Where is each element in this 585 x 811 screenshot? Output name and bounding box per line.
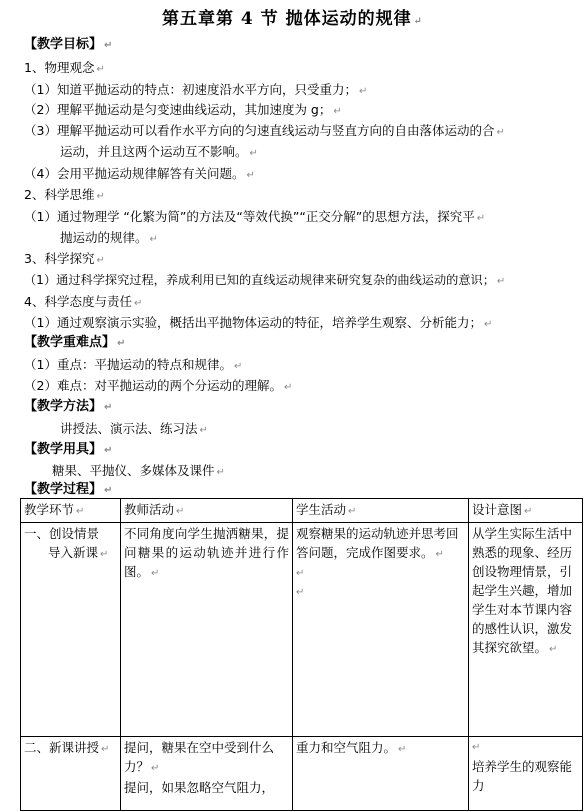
page-title xyxy=(0,4,585,29)
key-point-item: （1）重点：平抛运动的特点和规律。 ↵ xyxy=(24,357,243,372)
heading-key-points: 【教学重难点】 ↵ xyxy=(24,335,126,350)
table-cell-intent: 从学生实际生活中熟悉的现象、经历创设物理情景，引起学生兴趣，增加学生对本节课内容的感性认识，激发其探究欲望。 ↵ xyxy=(469,523,583,737)
table-cell-teacher: 不同角度向学生抛洒糖果，提问糖果的运动轨迹并进行作图。 ↵ xyxy=(121,523,293,737)
goal-item: （3）理解平抛运动可以看作水平方向的匀速直线运动与竖直方向的自由落体运动的合 ↵ xyxy=(24,123,505,138)
table-cell-teacher: 提问，糖果在空中受到什么力？ ↵ 提问，如果忽略空气阻力， xyxy=(121,737,293,811)
table-row xyxy=(21,737,583,811)
table-header-cell: 教师活动 ↵ xyxy=(121,499,293,523)
table-cell-intent: ↵ 培养学生的观察能力 xyxy=(469,737,583,811)
heading-goals: 【教学目标】 ↵ xyxy=(24,37,113,52)
table-cell-student: 重力和空气阻力。 ↵ xyxy=(293,737,469,811)
tools-text: 糖果、平抛仪、多媒体及课件 ↵ xyxy=(52,463,225,478)
table-row xyxy=(21,523,583,737)
goal-item: （1）通过科学探究过程，养成利用已知的直线运动规律来研究复杂的曲线运动的意识； ↵ xyxy=(24,273,506,287)
goal-item-continued: 运动，并且这两个运动互不影响。 ↵ xyxy=(60,144,258,159)
goal-section-3: 3、科学探究 ↵ xyxy=(24,251,105,266)
table-cell-stage: 二、新课讲授 ↵ xyxy=(21,737,121,811)
title-text: 第五章第 4 节 抛体运动的规律 xyxy=(162,9,412,29)
methods-text: 讲授法、演示法、练习法 ↵ xyxy=(60,421,208,436)
table-cell-student: 观察糖果的运动轨迹并思考回答问题，完成作图要求。 ↵ ↵ ↵ xyxy=(293,523,469,737)
goal-section-1: 1、物理观念 ↵ xyxy=(24,60,105,75)
goal-item: （1）通过观察演示实验，概括出平抛物体运动的特征，培养学生观察、分析能力； ↵ xyxy=(24,315,493,330)
goal-item: （1）知道平抛运动的特点：初速度沿水平方向，只受重力； ↵ xyxy=(24,82,368,97)
goal-section-4: 4、科学态度与责任 ↵ xyxy=(24,294,143,309)
heading-process: 【教学过程】 ↵ xyxy=(24,482,113,497)
key-point-item: （2）难点：对平抛运动的两个分运动的理解。 ↵ xyxy=(24,378,293,393)
process-table xyxy=(20,498,583,811)
table-header-cell: 学生活动 ↵ xyxy=(293,499,469,523)
table-cell-stage: 一、创设情景 导入新课 ↵ xyxy=(21,523,121,737)
table-header-cell: 设计意图 ↵ xyxy=(469,499,583,523)
goal-item-continued: 抛运动的规律。 ↵ xyxy=(60,230,158,245)
goal-item: （1）通过物理学 “化繁为简”的方法及“等效代换”“正交分解”的思想方法，探究平 ↵ xyxy=(24,209,486,224)
heading-tools: 【教学用具】 ↵ xyxy=(24,442,113,457)
paragraph-mark: ↵ xyxy=(413,16,423,27)
goal-item: （4）会用平抛运动规律解答有关问题。 ↵ xyxy=(24,166,255,181)
table-header-row xyxy=(21,499,583,523)
table-header-cell: 教学环节 ↵ xyxy=(21,499,121,523)
goal-section-2: 2、科学思维 ↵ xyxy=(24,187,105,202)
heading-methods: 【教学方法】 ↵ xyxy=(24,399,113,414)
goal-item: （2）理解平抛运动是匀变速曲线运动，其加速度为 g； ↵ xyxy=(24,102,342,117)
